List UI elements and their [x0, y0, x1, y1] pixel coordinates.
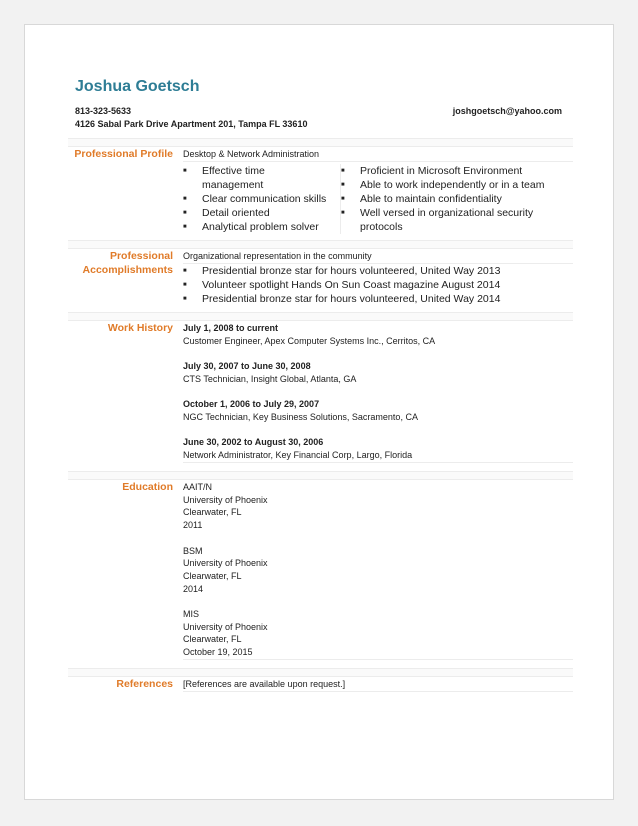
- list-item: ■ Presidential bronze star for hours volunteered, United Way 2014: [183, 292, 573, 306]
- references-text: [References are available upon request.]: [183, 678, 573, 692]
- job-role: NGC Technician, Key Business Solutions, Sacramento, CA: [183, 411, 418, 422]
- school: University of Phoenix: [183, 494, 268, 505]
- section-divider: [68, 668, 573, 677]
- education-label: Education: [122, 481, 173, 493]
- education-section: [68, 480, 573, 665]
- school-city: Clearwater, FL: [183, 507, 242, 518]
- profile-label: Professional Profile: [74, 148, 173, 160]
- profile-right-list: [340, 164, 566, 234]
- graduation-date: October 19, 2015: [183, 646, 573, 660]
- accomplishments-section: [68, 249, 573, 311]
- job-dates: July 30, 2007 to June 30, 2008: [183, 361, 311, 372]
- school: University of Phoenix: [183, 621, 268, 632]
- accomplishments-title: Organizational representation in the community: [183, 250, 573, 264]
- list-item: ■ Presidential bronze star for hours volunteered, United Way 2013: [183, 264, 573, 278]
- job-role: Customer Engineer, Apex Computer Systems Inc., Cerritos, CA: [183, 335, 436, 346]
- resume-page: [24, 24, 614, 800]
- job-dates: July 1, 2008 to current: [183, 323, 279, 333]
- profile-title: Desktop & Network Administration: [183, 148, 573, 162]
- work-history-section: [68, 321, 573, 466]
- phone-number: 813-323-5633: [75, 106, 132, 116]
- job-dates: October 1, 2006 to July 29, 2007: [183, 399, 320, 410]
- work-history-content: [183, 322, 573, 463]
- degree: AAIT/N: [183, 482, 213, 492]
- school-city: Clearwater, FL: [183, 634, 242, 645]
- list-item: ■ Clear communication skills: [183, 192, 328, 206]
- accomplishments-content: [183, 250, 573, 306]
- graduation-date: 2014: [183, 583, 204, 594]
- list-item: ■ Able to maintain confidentiality: [341, 192, 566, 206]
- accomplishments-label-2: Accomplishments: [82, 264, 173, 276]
- references-content: [183, 678, 573, 692]
- section-divider: [68, 312, 573, 321]
- list-item: ■ Able to work independently or in a team: [341, 178, 566, 192]
- degree: MIS: [183, 609, 200, 619]
- profile-section: [68, 147, 573, 235]
- list-item: ■ Well versed in organizational security protocols: [341, 206, 566, 234]
- work-history-label: Work History: [107, 322, 173, 334]
- degree: BSM: [183, 545, 203, 556]
- applicant-name: Joshua Goetsch: [75, 78, 200, 95]
- section-divider: [68, 138, 573, 147]
- profile-left-list: [183, 164, 328, 234]
- school: University of Phoenix: [183, 558, 268, 569]
- street-address: 4126 Sabal Park Drive Apartment 201, Tampa FL 33610: [75, 119, 308, 129]
- job-role: Network Administrator, Key Financial Corp, Largo, Florida: [183, 449, 573, 463]
- profile-content: [183, 148, 573, 236]
- list-item: ■ Proficient in Microsoft Environment: [341, 164, 566, 178]
- email-address: joshgoetsch@yahoo.com: [452, 106, 562, 116]
- school-city: Clearwater, FL: [183, 570, 242, 581]
- list-item: ■ Analytical problem solver: [183, 220, 328, 234]
- section-divider: [68, 471, 573, 480]
- accomplishments-label-1: Professional: [109, 250, 173, 262]
- list-item: ■ Detail oriented: [183, 206, 328, 220]
- graduation-date: 2011: [183, 520, 203, 531]
- list-item: ■ Volunteer spotlight Hands On Sun Coast magazine August 2014: [183, 278, 573, 292]
- list-item: ■ Effective time management: [183, 164, 328, 192]
- job-role: CTS Technician, Insight Global, Atlanta, GA: [183, 373, 357, 384]
- references-section: [68, 677, 573, 695]
- job-dates: June 30, 2002 to August 30, 2006: [183, 437, 324, 448]
- references-label: References: [116, 678, 173, 690]
- education-content: [183, 481, 573, 660]
- section-divider: [68, 240, 573, 249]
